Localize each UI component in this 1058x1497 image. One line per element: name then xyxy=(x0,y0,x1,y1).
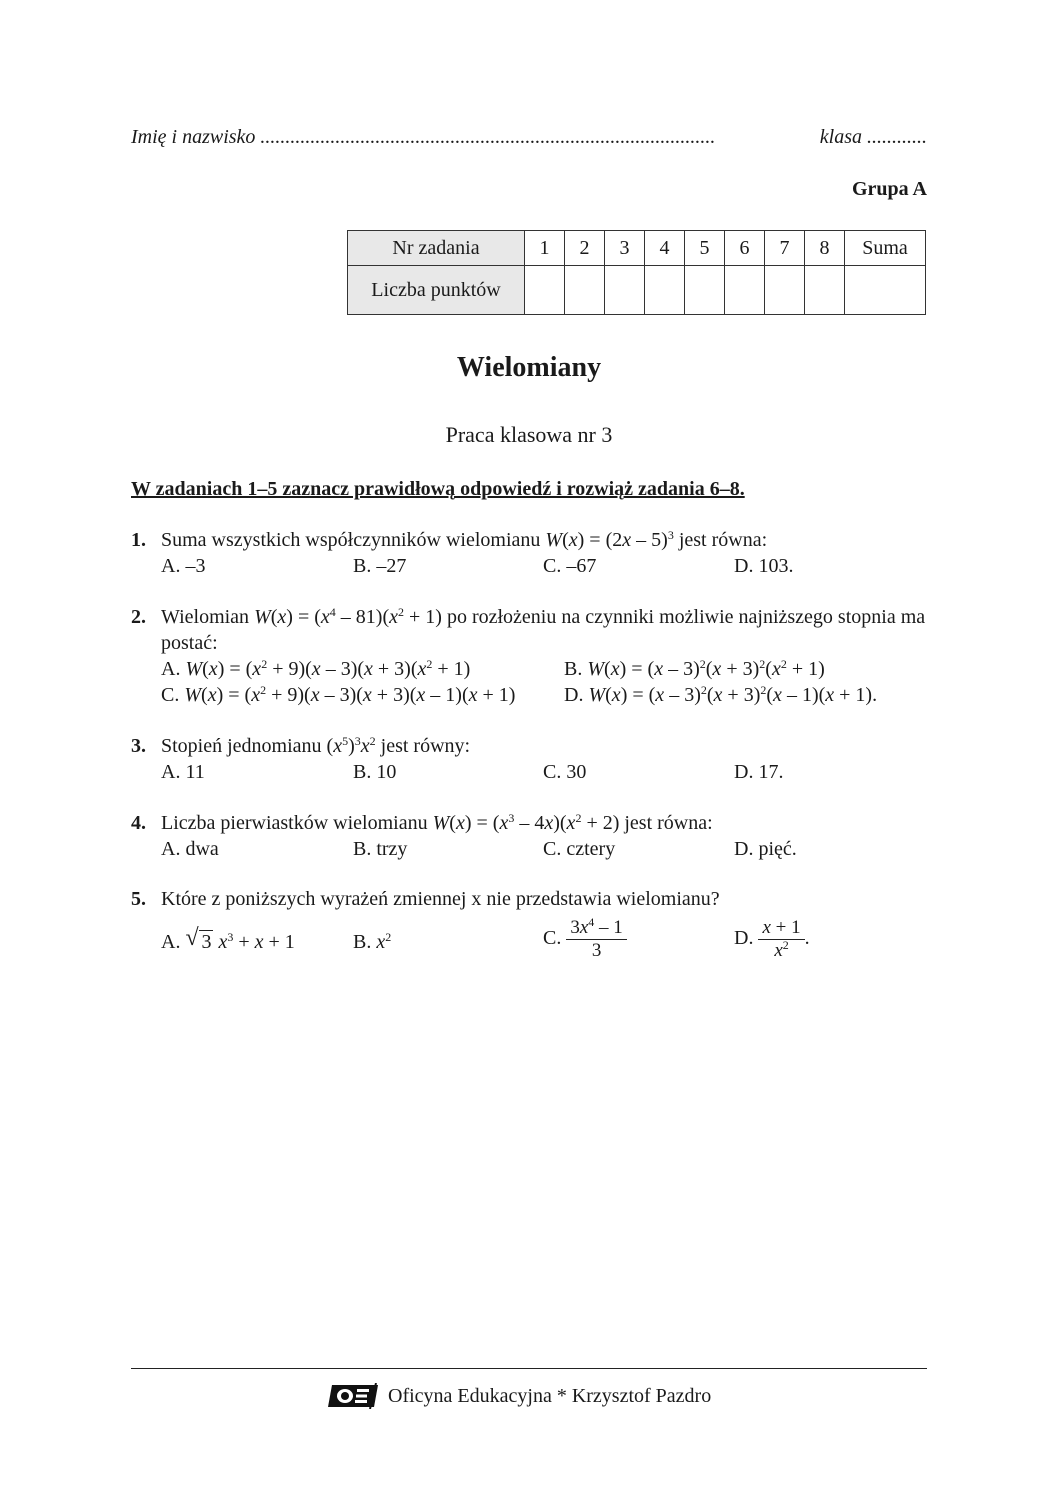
answer-option[interactable]: A. dwa xyxy=(161,838,219,860)
points-header: Liczba punktów xyxy=(348,266,525,315)
points-cell[interactable] xyxy=(525,266,565,315)
answer-option[interactable]: C. 30 xyxy=(543,761,587,783)
answer-option[interactable]: A. √ 3 $x^3 + x + 1$ xyxy=(161,925,295,953)
question-number: 3. xyxy=(131,735,146,757)
points-cell[interactable] xyxy=(605,266,645,315)
question-stem: Stopień jednomianu $(x^5)^3x^2$ jest równy: xyxy=(161,734,471,757)
points-cell[interactable] xyxy=(805,266,845,315)
answer-option[interactable]: C. cztery xyxy=(543,838,616,860)
task-number: 6 xyxy=(725,231,765,266)
points-cell[interactable] xyxy=(725,266,765,315)
answer-option[interactable]: D. 103. xyxy=(734,555,794,577)
page-subtitle: Praca klasowa nr 3 xyxy=(445,422,613,447)
question-1 xyxy=(131,527,931,579)
question-number: 5. xyxy=(131,888,146,910)
class-field-label[interactable]: klasa ............ xyxy=(819,126,927,148)
answer-option[interactable]: B. $x^2$ xyxy=(353,930,392,953)
answer-option[interactable]: B. –27 xyxy=(353,555,407,577)
sum-cell[interactable] xyxy=(845,266,926,315)
group-label: Grupa A xyxy=(851,178,927,200)
task-number: 5 xyxy=(685,231,725,266)
task-number-header: Nr zadania xyxy=(348,231,525,266)
points-cell[interactable] xyxy=(765,266,805,315)
task-number: 3 xyxy=(605,231,645,266)
question-stem: Wielomian $W(x) = (x^4 - 81)(x^2 + 1)$ po rozłożeniu na czynniki możliwie najniższego stopnia ma postać: xyxy=(161,605,926,654)
answer-option[interactable]: C. $W(x) = (x^2 + 9)(x - 3)(x + 3)(x - 1)(x + 1)$ xyxy=(161,683,516,706)
answer-option[interactable]: C. –67 xyxy=(543,555,597,577)
footer-divider xyxy=(131,1368,927,1369)
task-number: 1 xyxy=(525,231,565,266)
question-2 xyxy=(131,604,931,660)
question-3 xyxy=(131,733,931,759)
answer-option[interactable]: A. 11 xyxy=(161,761,205,783)
score-table xyxy=(347,230,926,315)
question-stem: Suma wszystkich współczynników wielomianu W(x) = (2x – 5)$^3$ jest równa: xyxy=(161,528,768,551)
publisher-logo-icon xyxy=(326,1383,380,1409)
question-stem: Które z poniższych wyrażeń zmiennej x nie przedstawia wielomianu? xyxy=(161,888,720,910)
answer-option[interactable]: D. 17. xyxy=(734,761,784,783)
task-number: 7 xyxy=(765,231,805,266)
answer-option[interactable]: B. trzy xyxy=(353,838,408,860)
answer-option[interactable]: D. $\frac{x + 1}{x^2}$ . xyxy=(734,917,810,961)
publisher-name: Oficyna Edukacyjna * Krzysztof Pazdro xyxy=(388,1384,712,1407)
page-title: Wielomiany xyxy=(456,352,602,383)
question-5 xyxy=(131,886,931,912)
student-header xyxy=(131,126,927,156)
answer-option[interactable]: A. –3 xyxy=(161,555,206,577)
sum-header: Suma xyxy=(845,231,926,266)
answer-option[interactable]: D. $W(x) = (x - 3)^2(x + 3)^2(x - 1)(x + 1)$. xyxy=(564,683,878,706)
points-cell[interactable] xyxy=(645,266,685,315)
question-4 xyxy=(131,810,931,836)
answer-option[interactable]: B. $W(x) = (x - 3)^2(x + 3)^2(x^2 + 1)$ xyxy=(564,657,825,680)
answer-option[interactable]: A. $W(x) = (x^2 + 9)(x - 3)(x + 3)(x^2 + 1)$ xyxy=(161,657,471,680)
points-cell[interactable] xyxy=(685,266,725,315)
answer-option[interactable]: C. $\frac{3x^4 - 1}{3}$ xyxy=(543,917,627,962)
points-cell[interactable] xyxy=(565,266,605,315)
question-number: 2. xyxy=(131,606,146,628)
question-stem: Liczba pierwiastków wielomianu $W(x) = (x^3 - 4x)(x^2 + 2)$ jest równa: xyxy=(161,811,713,834)
name-field-label[interactable]: Imię i nazwisko ........................................................................................... xyxy=(131,126,716,148)
task-number: 8 xyxy=(805,231,845,266)
answer-option[interactable]: B. 10 xyxy=(353,761,397,783)
question-number: 4. xyxy=(131,812,146,834)
question-number: 1. xyxy=(131,529,146,551)
instruction: W zadaniach 1–5 zaznacz prawidłową odpowiedź i rozwiąż zadania 6–8. xyxy=(131,478,745,500)
footer xyxy=(326,1383,711,1409)
answer-option[interactable]: D. pięć. xyxy=(734,838,797,860)
task-number: 4 xyxy=(645,231,685,266)
task-number: 2 xyxy=(565,231,605,266)
